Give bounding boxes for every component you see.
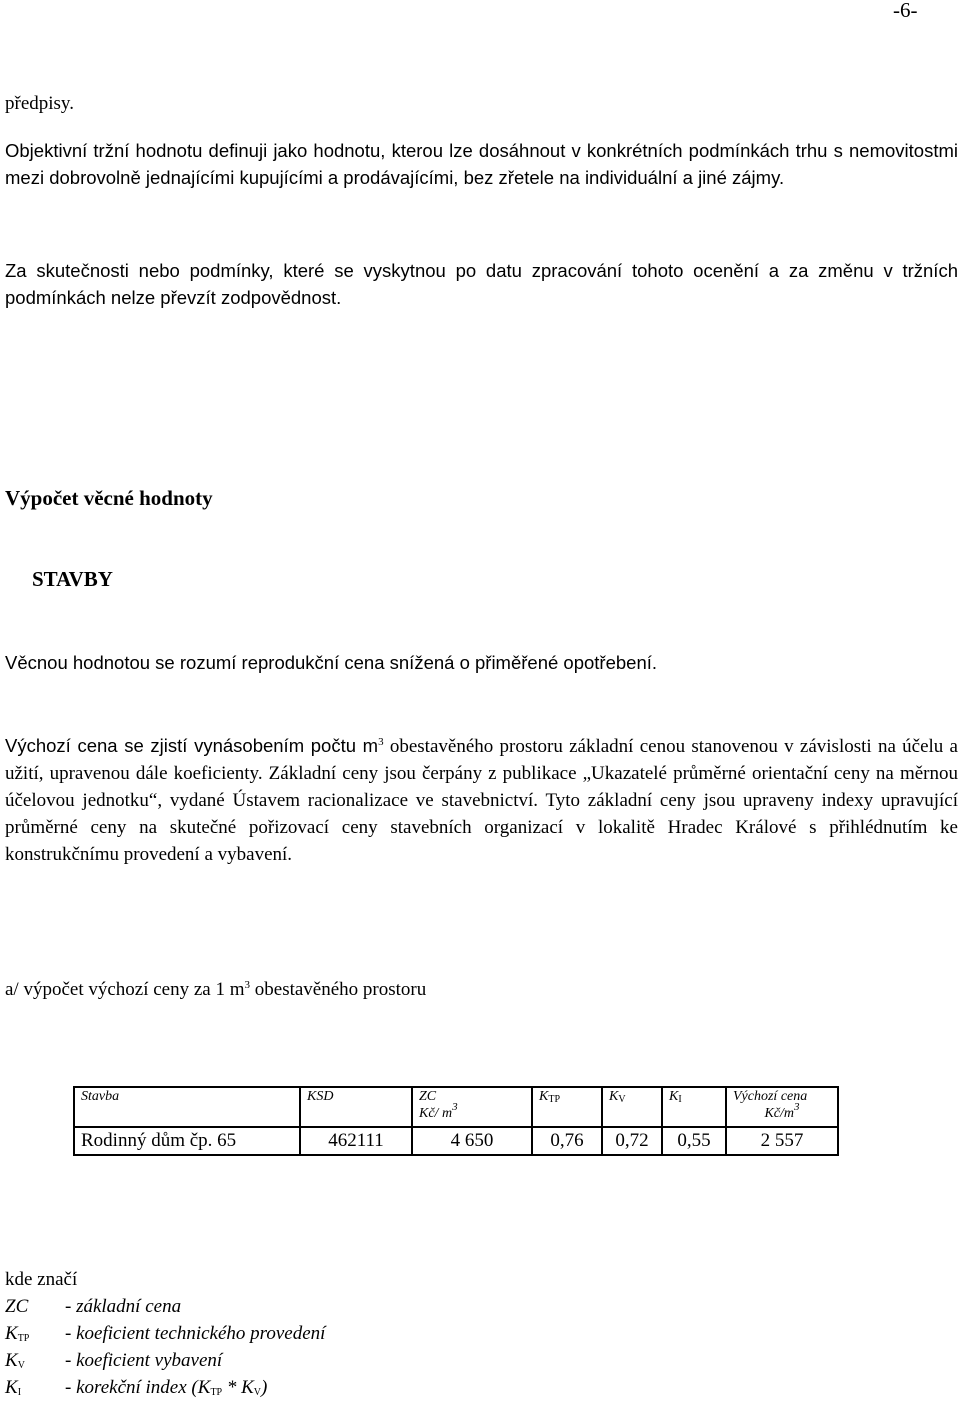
header-vychozi-unit-sup: 3 <box>794 1101 800 1113</box>
header-kv <box>602 1087 662 1127</box>
legend-symbol-sub: TP <box>17 1333 30 1344</box>
paragraph-liability: Za skutečnosti nebo podmínky, které se vyskytnou po datu zpracování tohoto ocenění a za změnu v tržních podmínkách nelze převzít zodpovědnost. <box>5 260 958 308</box>
header-ksd: KSD <box>300 1087 412 1127</box>
legend-symbol-text: ZC <box>5 1296 29 1317</box>
legend-symbol <box>5 1293 65 1320</box>
legend-description: - koeficient vybavení <box>65 1350 223 1371</box>
header-zc-unit-sup: 3 <box>452 1101 458 1113</box>
methodology-text-a: Výchozí cena se zjistí vynásobením počtu m <box>5 735 379 756</box>
legend <box>5 1266 325 1401</box>
methodology-text-b: obestavěného prostoru základní cenou stanovenou v závislosti na účelu a užití, upravenou dále koeficienty. Základní ceny jsou čerpány z publikace „Ukazatelé průměrné orientační ceny na měrnou účelovou jednotku“, vydané Ústavem racionalizace ve stavebnictví. Tyto základní ceny jsou upraveny indexy upravující průměrné ceny na skutečné pořizovací ceny stavebních organizací v lokalitě Hradec Králové s přihlédnutím ke konstrukčnímu provedení a vybavení. <box>5 736 958 865</box>
page-number: -6- <box>893 0 918 22</box>
legend-formula-v: V <box>253 1387 262 1398</box>
section-a-sup: 3 <box>244 979 251 991</box>
legend-item-ktp <box>5 1320 325 1347</box>
cell-ktp: 0,76 <box>532 1127 602 1155</box>
header-zc <box>412 1087 532 1127</box>
section-a-text: a/ výpočet výchozí ceny za 1 m <box>5 979 245 1000</box>
paragraph-methodology <box>5 732 958 868</box>
legend-symbol <box>5 1374 65 1401</box>
legend-symbol-text: K <box>5 1350 18 1371</box>
header-zc-unit-text: Kč/ m <box>419 1106 453 1121</box>
header-zc-label: ZC <box>419 1089 437 1104</box>
paragraph-definition: Věcnou hodnotou se rozumí reprodukční cena snížená o přiměřené opotřebení. <box>5 652 658 673</box>
legend-formula-mid: * K <box>222 1377 254 1398</box>
legend-item-zc <box>5 1293 325 1320</box>
cell-zc: 4 650 <box>412 1127 532 1155</box>
heading-stavby: STAVBY <box>32 567 113 591</box>
legend-symbol-text: K <box>5 1323 18 1344</box>
legend-symbol <box>5 1320 65 1347</box>
legend-description: - koeficient technického provedení <box>65 1323 326 1344</box>
table-header-row <box>74 1087 838 1127</box>
legend-symbol-sub: V <box>17 1360 25 1371</box>
legend-description <box>65 1374 267 1401</box>
cell-vychozi-cena: 2 557 <box>726 1127 838 1155</box>
cell-stavba: Rodinný dům čp. 65 <box>74 1127 300 1155</box>
header-vychozi-unit <box>733 1101 831 1122</box>
legend-ki-text: - korekční index (K <box>65 1377 211 1398</box>
legend-intro: kde značí <box>5 1269 78 1290</box>
header-kv-k: K <box>609 1089 619 1104</box>
header-ki-k: K <box>669 1089 679 1104</box>
header-zc-unit <box>419 1101 525 1122</box>
legend-symbol <box>5 1347 65 1374</box>
legend-formula-tp: TP <box>210 1387 223 1398</box>
cell-ksd: 462111 <box>300 1127 412 1155</box>
legend-symbol-sub: I <box>17 1387 22 1398</box>
header-vychozi-unit-text: Kč/m <box>764 1106 795 1121</box>
cost-table <box>73 1086 839 1156</box>
legend-formula-end: ) <box>261 1377 268 1398</box>
header-ki <box>662 1087 726 1127</box>
section-a-end: obestavěného prostoru <box>250 979 427 1000</box>
heading-vecna-hodnota: Výpočet věcné hodnoty <box>5 486 213 510</box>
legend-item-kv <box>5 1347 325 1374</box>
header-kv-sub: V <box>618 1094 626 1105</box>
legend-item-ki <box>5 1374 325 1401</box>
header-ktp-k: K <box>539 1089 549 1104</box>
header-vychozi-cena <box>726 1087 838 1127</box>
header-ktp-sub: TP <box>548 1094 561 1105</box>
table-row <box>74 1127 838 1155</box>
paragraph-objective-value: Objektivní tržní hodnotu definuji jako hodnotu, kterou lze dosáhnout v konkrétních podmínkách trhu s nemovitostmi mezi dobrovolně jednajícími kupujícími a prodávajícími, bez zřetele na individuální a jiné zájmy. <box>5 140 958 188</box>
paragraph-predpisy: předpisy. <box>5 93 74 114</box>
legend-description: - základní cena <box>65 1296 182 1317</box>
legend-symbol-text: K <box>5 1377 18 1398</box>
header-stavba: Stavba <box>74 1087 300 1127</box>
section-a-title <box>5 979 426 1001</box>
header-ktp <box>532 1087 602 1127</box>
cell-kv: 0,72 <box>602 1127 662 1155</box>
cell-ki: 0,55 <box>662 1127 726 1155</box>
header-vychozi-label: Výchozí cena <box>733 1089 808 1104</box>
methodology-sup: 3 <box>378 736 384 748</box>
header-ki-sub: I <box>678 1094 682 1105</box>
